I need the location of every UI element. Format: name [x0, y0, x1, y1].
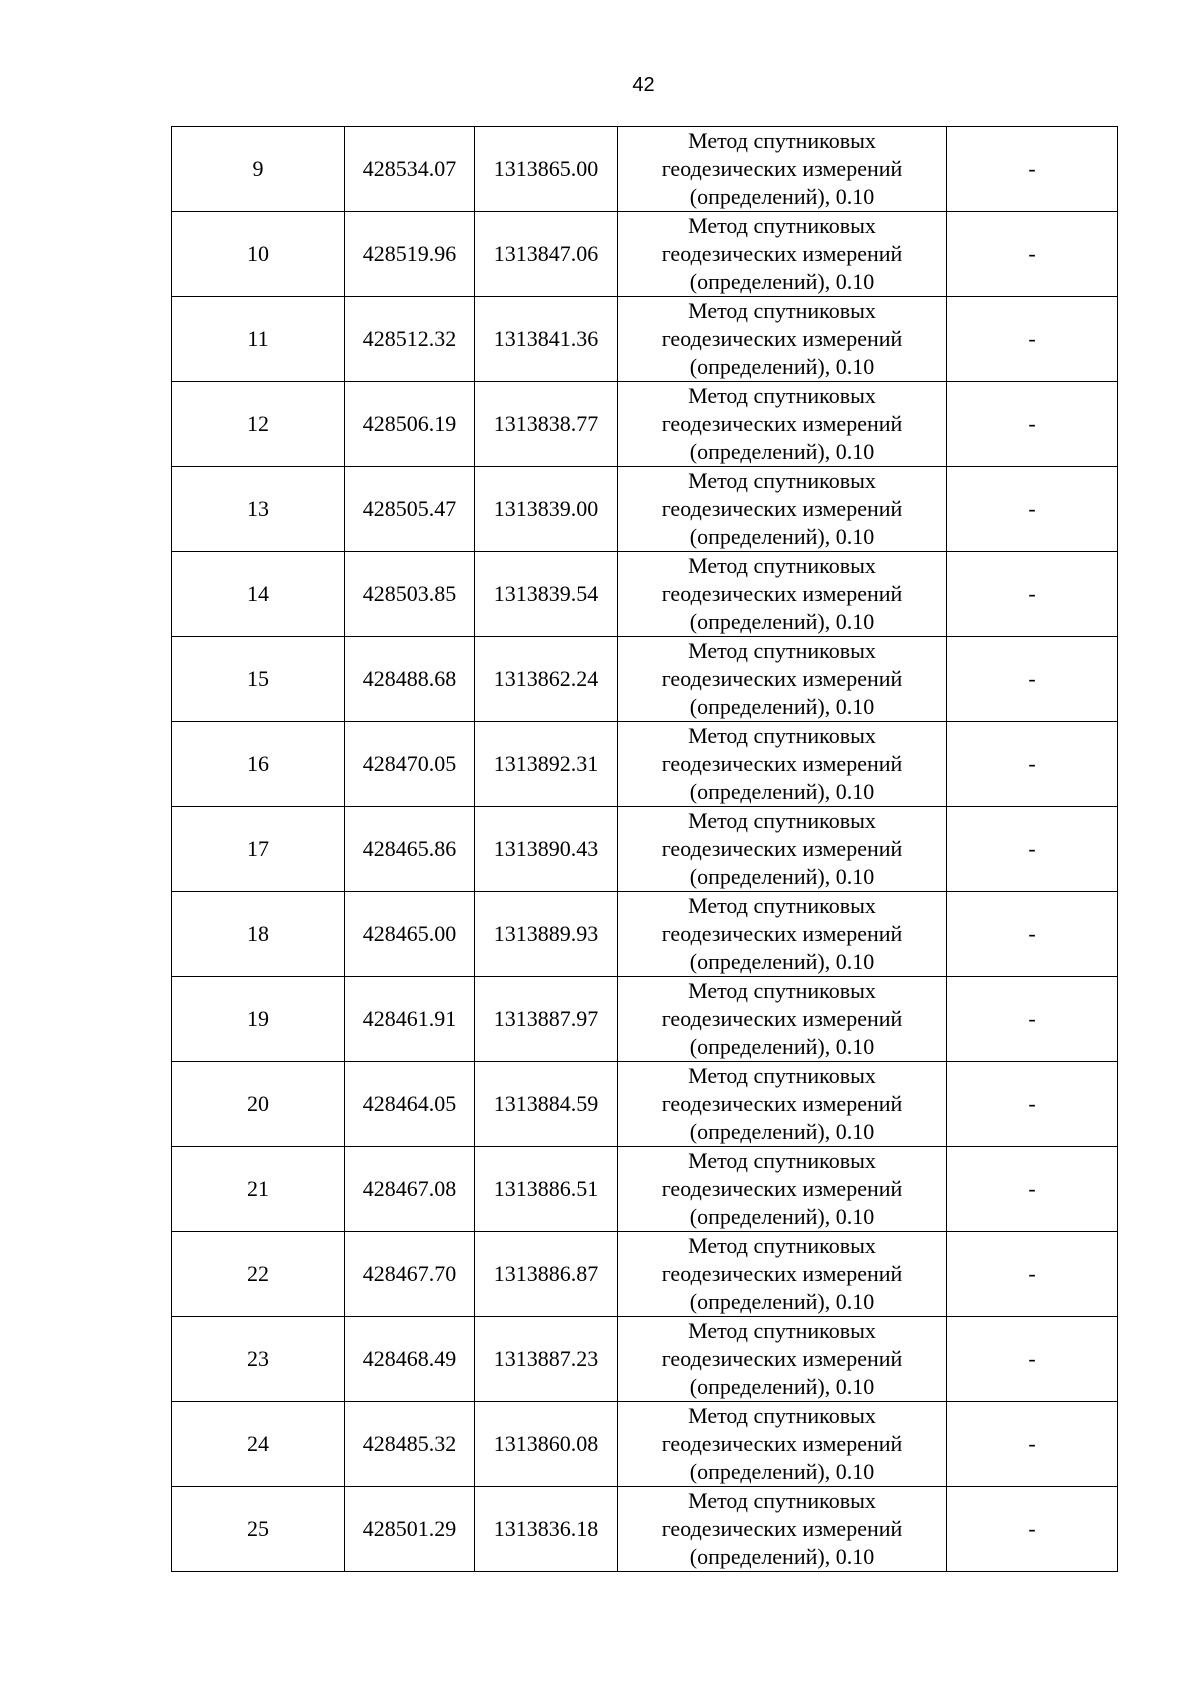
table-row: [172, 722, 1118, 807]
x-coordinate-cell: 428467.70: [345, 1232, 475, 1317]
point-number-cell: 21: [172, 1147, 345, 1232]
method-cell: Метод спутниковых геодезических измерений (определений), 0.10: [618, 552, 947, 637]
table-row: [172, 1062, 1118, 1147]
table-row: [172, 127, 1118, 212]
point-number-cell: 14: [172, 552, 345, 637]
point-number-cell: 24: [172, 1402, 345, 1487]
y-coordinate-cell: 1313889.93: [475, 892, 618, 977]
table-row: [172, 1147, 1118, 1232]
note-cell: -: [947, 807, 1118, 892]
table-row: [172, 297, 1118, 382]
method-cell: Метод спутниковых геодезических измерений (определений), 0.10: [618, 637, 947, 722]
method-cell: Метод спутниковых геодезических измерений (определений), 0.10: [618, 807, 947, 892]
method-cell: Метод спутниковых геодезических измерений (определений), 0.10: [618, 127, 947, 212]
table-row: [172, 467, 1118, 552]
y-coordinate-cell: 1313890.43: [475, 807, 618, 892]
point-number-cell: 13: [172, 467, 345, 552]
method-cell: Метод спутниковых геодезических измерений (определений), 0.10: [618, 1232, 947, 1317]
method-cell: Метод спутниковых геодезических измерений (определений), 0.10: [618, 977, 947, 1062]
note-cell: -: [947, 1487, 1118, 1572]
point-number-cell: 12: [172, 382, 345, 467]
page-number: 42: [632, 74, 655, 96]
y-coordinate-cell: 1313841.36: [475, 297, 618, 382]
table-row: [172, 1232, 1118, 1317]
note-cell: -: [947, 722, 1118, 807]
x-coordinate-cell: 428465.00: [345, 892, 475, 977]
point-number-cell: 15: [172, 637, 345, 722]
method-cell: Метод спутниковых геодезических измерений (определений), 0.10: [618, 382, 947, 467]
y-coordinate-cell: 1313838.77: [475, 382, 618, 467]
y-coordinate-cell: 1313886.87: [475, 1232, 618, 1317]
x-coordinate-cell: 428503.85: [345, 552, 475, 637]
note-cell: -: [947, 297, 1118, 382]
point-number-cell: 25: [172, 1487, 345, 1572]
x-coordinate-cell: 428505.47: [345, 467, 475, 552]
point-number-cell: 9: [172, 127, 345, 212]
y-coordinate-cell: 1313865.00: [475, 127, 618, 212]
x-coordinate-cell: 428470.05: [345, 722, 475, 807]
note-cell: -: [947, 552, 1118, 637]
point-number-cell: 11: [172, 297, 345, 382]
table-row: [172, 212, 1118, 297]
y-coordinate-cell: 1313860.08: [475, 1402, 618, 1487]
x-coordinate-cell: 428534.07: [345, 127, 475, 212]
x-coordinate-cell: 428467.08: [345, 1147, 475, 1232]
method-cell: Метод спутниковых геодезических измерений (определений), 0.10: [618, 722, 947, 807]
point-number-cell: 18: [172, 892, 345, 977]
x-coordinate-cell: 428519.96: [345, 212, 475, 297]
x-coordinate-cell: 428506.19: [345, 382, 475, 467]
method-cell: Метод спутниковых геодезических измерений (определений), 0.10: [618, 892, 947, 977]
method-cell: Метод спутниковых геодезических измерений (определений), 0.10: [618, 1402, 947, 1487]
note-cell: -: [947, 1147, 1118, 1232]
method-cell: Метод спутниковых геодезических измерений (определений), 0.10: [618, 1487, 947, 1572]
method-cell: Метод спутниковых геодезических измерений (определений), 0.10: [618, 1317, 947, 1402]
x-coordinate-cell: 428488.68: [345, 637, 475, 722]
y-coordinate-cell: 1313839.54: [475, 552, 618, 637]
table-row: [172, 382, 1118, 467]
note-cell: -: [947, 1232, 1118, 1317]
x-coordinate-cell: 428501.29: [345, 1487, 475, 1572]
point-number-cell: 16: [172, 722, 345, 807]
table-row: [172, 807, 1118, 892]
note-cell: -: [947, 1317, 1118, 1402]
table-row: [172, 637, 1118, 722]
method-cell: Метод спутниковых геодезических измерений (определений), 0.10: [618, 1147, 947, 1232]
table-row: [172, 1402, 1118, 1487]
method-cell: Метод спутниковых геодезических измерений (определений), 0.10: [618, 212, 947, 297]
coordinates-table-body: [172, 127, 1118, 1572]
y-coordinate-cell: 1313847.06: [475, 212, 618, 297]
table-row: [172, 1487, 1118, 1572]
x-coordinate-cell: 428485.32: [345, 1402, 475, 1487]
y-coordinate-cell: 1313839.00: [475, 467, 618, 552]
y-coordinate-cell: 1313884.59: [475, 1062, 618, 1147]
y-coordinate-cell: 1313887.97: [475, 977, 618, 1062]
x-coordinate-cell: 428464.05: [345, 1062, 475, 1147]
x-coordinate-cell: 428465.86: [345, 807, 475, 892]
y-coordinate-cell: 1313836.18: [475, 1487, 618, 1572]
x-coordinate-cell: 428468.49: [345, 1317, 475, 1402]
note-cell: -: [947, 977, 1118, 1062]
table-row: [172, 552, 1118, 637]
note-cell: -: [947, 382, 1118, 467]
note-cell: -: [947, 1402, 1118, 1487]
note-cell: -: [947, 637, 1118, 722]
table-row: [172, 977, 1118, 1062]
note-cell: -: [947, 467, 1118, 552]
note-cell: -: [947, 127, 1118, 212]
note-cell: -: [947, 1062, 1118, 1147]
point-number-cell: 10: [172, 212, 345, 297]
point-number-cell: 19: [172, 977, 345, 1062]
method-cell: Метод спутниковых геодезических измерений (определений), 0.10: [618, 467, 947, 552]
y-coordinate-cell: 1313892.31: [475, 722, 618, 807]
y-coordinate-cell: 1313862.24: [475, 637, 618, 722]
x-coordinate-cell: 428461.91: [345, 977, 475, 1062]
point-number-cell: 22: [172, 1232, 345, 1317]
point-number-cell: 17: [172, 807, 345, 892]
point-number-cell: 23: [172, 1317, 345, 1402]
table-row: [172, 1317, 1118, 1402]
method-cell: Метод спутниковых геодезических измерений (определений), 0.10: [618, 297, 947, 382]
x-coordinate-cell: 428512.32: [345, 297, 475, 382]
note-cell: -: [947, 212, 1118, 297]
method-cell: Метод спутниковых геодезических измерений (определений), 0.10: [618, 1062, 947, 1147]
table-row: [172, 892, 1118, 977]
y-coordinate-cell: 1313887.23: [475, 1317, 618, 1402]
point-number-cell: 20: [172, 1062, 345, 1147]
note-cell: -: [947, 892, 1118, 977]
coordinates-table: [171, 126, 1118, 1572]
y-coordinate-cell: 1313886.51: [475, 1147, 618, 1232]
